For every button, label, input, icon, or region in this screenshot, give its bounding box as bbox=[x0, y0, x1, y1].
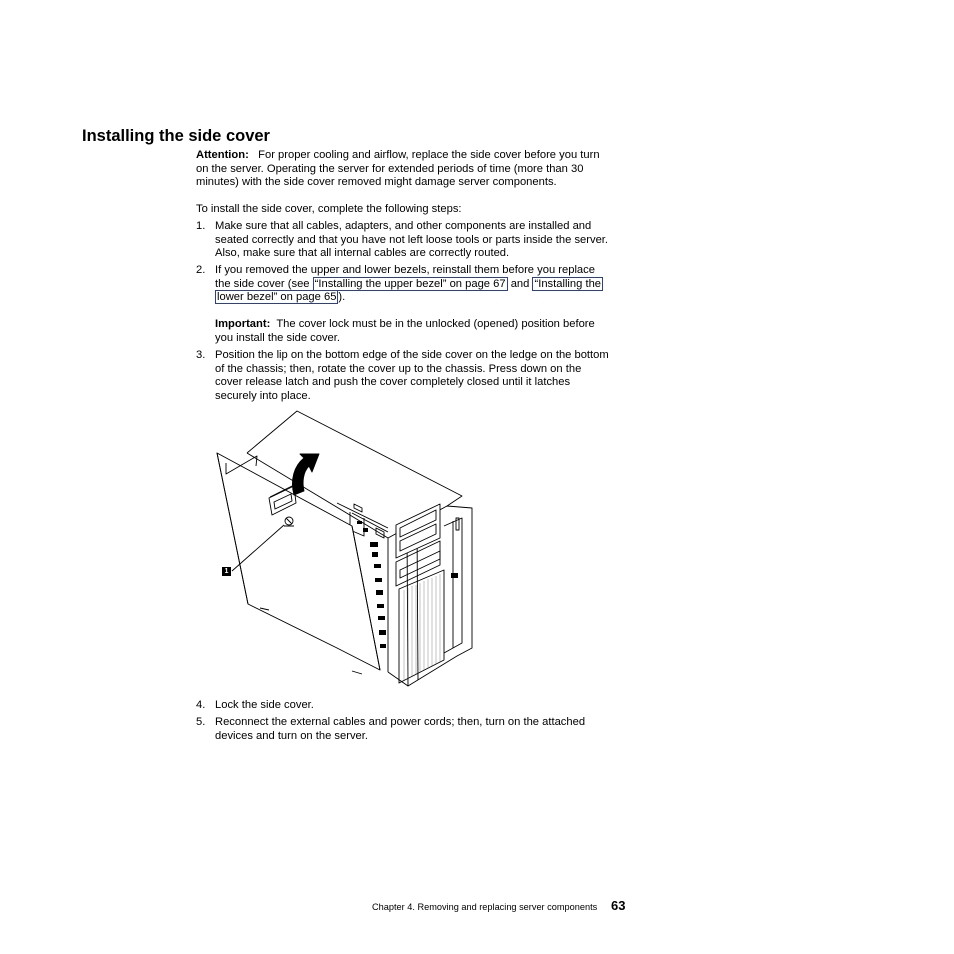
step-1 bbox=[196, 220, 636, 261]
figure-callout-1: 1 bbox=[222, 567, 231, 576]
step-2 bbox=[196, 264, 636, 305]
step-line: seated correctly and that you have not left loose tools or parts inside the server. bbox=[215, 233, 609, 246]
page-number: 63 bbox=[611, 898, 626, 913]
step-line: devices and turn on the server. bbox=[215, 729, 368, 742]
important-label: Important: bbox=[215, 318, 271, 330]
link-installing-lower-bezel[interactable]: “Installing the bbox=[534, 277, 602, 290]
step-line: securely into place. bbox=[215, 389, 311, 402]
important-note bbox=[215, 318, 635, 345]
step-number: 1. bbox=[196, 220, 206, 232]
important-line-2: you install the side cover. bbox=[215, 331, 340, 344]
intro-text: To install the side cover, complete the following steps: bbox=[196, 203, 462, 215]
step-line: Position the lip on the bottom edge of the side cover on the ledge on the bottom bbox=[215, 349, 609, 361]
attention-line-1: For proper cooling and airflow, replace the side cover before you turn bbox=[258, 149, 600, 161]
step-line: If you removed the upper and lower bezels, reinstall them before you replace bbox=[215, 264, 595, 276]
step-text: and bbox=[507, 277, 533, 290]
step-line: Make sure that all cables, adapters, and other components are installed and bbox=[215, 220, 592, 232]
step-number: 4. bbox=[196, 699, 206, 711]
link-installing-upper-bezel[interactable]: “Installing the upper bezel” on page 67 bbox=[314, 277, 506, 290]
step-line: Reconnect the external cables and power cords; then, turn on the attached bbox=[215, 716, 586, 728]
step-line: Lock the side cover. bbox=[215, 699, 314, 711]
footer-chapter: Chapter 4. Removing and replacing server components bbox=[372, 902, 598, 912]
attention-line-3: minutes) with the side cover removed might damage server components. bbox=[196, 176, 557, 189]
step-number: 5. bbox=[196, 716, 206, 728]
step-line: of the chassis; then, rotate the cover up to the chassis. Press down on the bbox=[215, 362, 582, 375]
attention-notice bbox=[196, 149, 636, 190]
attention-label: Attention: bbox=[196, 149, 249, 161]
step-3 bbox=[196, 349, 636, 403]
step-text: ). bbox=[338, 291, 346, 304]
step-number: 2. bbox=[196, 264, 206, 276]
step-text: the side cover (see bbox=[215, 277, 313, 290]
step-line: Also, make sure that all internal cables are correctly routed. bbox=[215, 247, 510, 260]
server-side-cover-illustration bbox=[212, 408, 482, 693]
step-line: cover release latch and push the cover completely closed until it latches bbox=[215, 376, 571, 389]
step-number: 3. bbox=[196, 349, 206, 361]
important-line-1: The cover lock must be in the unlocked (opened) position before bbox=[276, 318, 595, 330]
step-4 bbox=[196, 699, 636, 713]
attention-line-2: on the server. Operating the server for extended periods of time (more than 30 bbox=[196, 162, 584, 175]
link-installing-lower-bezel-cont[interactable]: lower bezel” on page 65 bbox=[217, 291, 337, 304]
section-title: Installing the side cover bbox=[82, 127, 270, 145]
step-5 bbox=[196, 716, 636, 743]
